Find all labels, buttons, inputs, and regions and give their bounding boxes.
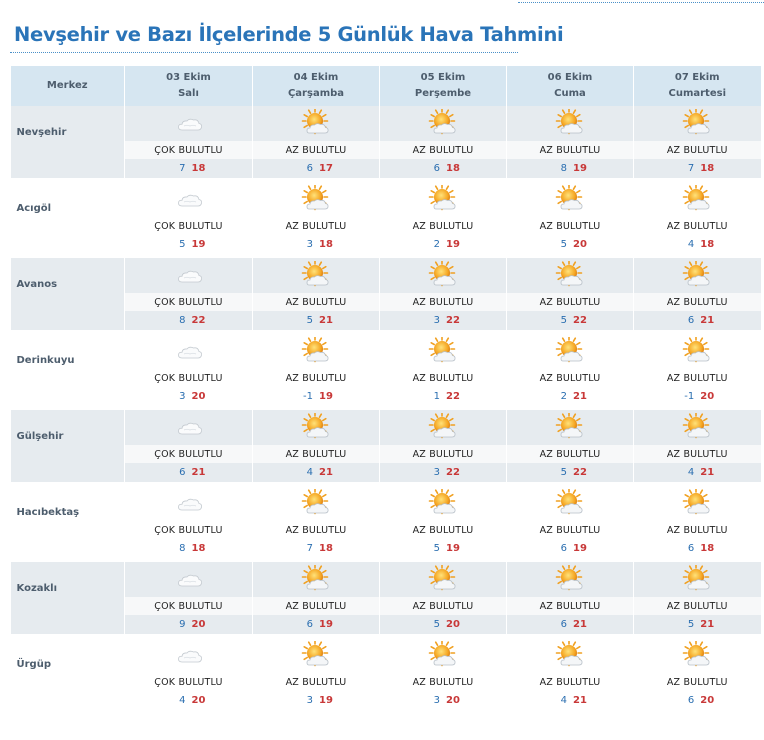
max-temperature: 20 <box>446 695 460 706</box>
partly-cloudy-icon <box>428 569 458 588</box>
min-temperature: 5 <box>433 619 440 630</box>
table-row <box>11 691 761 710</box>
weather-icon-cell <box>125 410 253 445</box>
partly-cloudy-icon <box>301 341 331 360</box>
max-temperature: 18 <box>700 163 715 174</box>
partly-cloudy-icon <box>301 265 331 284</box>
weather-status: AZ BULUTLU <box>634 293 761 311</box>
max-temperature: 19 <box>573 543 587 554</box>
partly-cloudy-icon <box>682 265 712 284</box>
weather-icon-cell <box>380 106 507 141</box>
header-weekday: Perşembe <box>414 88 472 99</box>
max-temperature: 21 <box>573 695 587 706</box>
weather-status: ÇOK BULUTLU <box>125 597 253 615</box>
max-temperature: 19 <box>319 391 333 402</box>
city-name: Ürgüp <box>16 659 51 670</box>
temperature-cell <box>125 387 253 406</box>
min-temperature: 4 <box>560 695 567 706</box>
weather-icon-cell <box>380 486 507 521</box>
max-temperature: 21 <box>573 619 587 630</box>
max-temperature: 22 <box>573 467 587 478</box>
temperature-cell <box>253 691 380 710</box>
city-spacer <box>11 539 125 558</box>
max-temperature: 22 <box>573 315 587 326</box>
max-temperature: 18 <box>700 239 715 250</box>
max-temperature: 20 <box>700 391 715 402</box>
partly-cloudy-icon <box>555 645 585 664</box>
header-date: 06 Ekim <box>547 72 593 83</box>
weather-status: AZ BULUTLU <box>634 597 761 615</box>
weather-status: AZ BULUTLU <box>253 141 380 159</box>
weather-status: AZ BULUTLU <box>507 521 634 539</box>
partly-cloudy-icon <box>301 569 331 588</box>
weather-icon-cell <box>380 638 507 673</box>
temperature-cell <box>634 235 761 254</box>
min-temperature: 6 <box>560 619 567 630</box>
temperature-cell <box>125 311 253 330</box>
weather-icon-cell <box>125 106 253 141</box>
temperature-cell <box>380 387 507 406</box>
cloud-icon <box>174 189 204 208</box>
temperature-cell <box>507 311 634 330</box>
temperature-cell <box>380 539 507 558</box>
max-temperature: 19 <box>446 543 460 554</box>
header-day-2 <box>253 66 380 106</box>
min-temperature: 8 <box>179 315 186 326</box>
weather-status: AZ BULUTLU <box>507 445 634 463</box>
cloud-icon <box>174 113 204 132</box>
city-name: Avanos <box>11 258 125 311</box>
table-row <box>11 615 761 634</box>
temperature-cell <box>253 539 380 558</box>
weather-icon-cell <box>507 258 634 293</box>
table-row <box>11 235 761 254</box>
partly-cloudy-icon <box>301 493 331 512</box>
city-spacer <box>11 615 125 634</box>
weather-status: AZ BULUTLU <box>253 673 380 691</box>
weather-icon-cell <box>507 106 634 141</box>
min-temperature: 5 <box>687 619 695 630</box>
header-day-3 <box>380 66 507 106</box>
weather-icon-cell <box>634 410 761 445</box>
weather-icon-cell <box>125 182 253 217</box>
cloud-icon <box>174 341 204 360</box>
min-temperature: 3 <box>179 391 186 402</box>
table-row <box>11 463 761 482</box>
max-temperature: 18 <box>700 543 715 554</box>
min-temperature: 6 <box>687 543 695 554</box>
table-row <box>11 159 761 178</box>
weather-status: ÇOK BULUTLU <box>125 293 253 311</box>
weather-icon-cell <box>634 106 761 141</box>
temperature-cell <box>125 539 253 558</box>
partly-cloudy-icon <box>555 265 585 284</box>
min-temperature: 3 <box>306 239 313 250</box>
city-spacer <box>11 311 125 330</box>
max-temperature: 18 <box>446 163 460 174</box>
title-underline <box>10 52 518 53</box>
weather-status: AZ BULUTLU <box>507 141 634 159</box>
weather-icon-cell <box>125 638 253 673</box>
weather-icon-cell <box>380 334 507 369</box>
max-temperature: 19 <box>191 239 206 250</box>
min-temperature: 9 <box>179 619 186 630</box>
temperature-cell <box>507 463 634 482</box>
table-row <box>11 258 761 293</box>
cloud-icon <box>174 569 204 588</box>
min-temperature: 6 <box>687 695 695 706</box>
weather-status: AZ BULUTLU <box>380 597 507 615</box>
max-temperature: 20 <box>700 695 715 706</box>
min-temperature: 4 <box>687 239 695 250</box>
max-temperature: 20 <box>191 619 206 630</box>
temperature-cell <box>380 311 507 330</box>
partly-cloudy-icon <box>301 189 331 208</box>
weather-icon-cell <box>634 562 761 597</box>
max-temperature: 18 <box>191 543 206 554</box>
temperature-cell <box>125 691 253 710</box>
partly-cloudy-icon <box>682 113 712 132</box>
city-spacer <box>11 159 125 178</box>
partly-cloudy-icon <box>682 189 712 208</box>
max-temperature: 21 <box>319 315 333 326</box>
weather-status: AZ BULUTLU <box>507 217 634 235</box>
header-weekday: Cuma <box>554 88 586 99</box>
min-temperature: 7 <box>306 543 313 554</box>
partly-cloudy-icon <box>555 113 585 132</box>
max-temperature: 22 <box>446 467 460 478</box>
table-row <box>11 638 761 673</box>
weather-status: AZ BULUTLU <box>380 445 507 463</box>
weather-icon-cell <box>507 334 634 369</box>
weather-icon-cell <box>253 258 380 293</box>
min-temperature: 6 <box>433 163 440 174</box>
partly-cloudy-icon <box>555 569 585 588</box>
city-name: Hacıbektaş <box>16 507 80 518</box>
weather-icon-cell <box>125 486 253 521</box>
weather-status: ÇOK BULUTLU <box>125 673 253 691</box>
table-row <box>11 387 761 406</box>
partly-cloudy-icon <box>428 341 458 360</box>
min-temperature: 5 <box>560 239 567 250</box>
max-temperature: 17 <box>319 163 333 174</box>
temperature-cell <box>125 615 253 634</box>
partly-cloudy-icon <box>555 493 585 512</box>
header-day-1 <box>125 66 253 106</box>
min-temperature: 6 <box>179 467 186 478</box>
city-spacer <box>11 691 125 710</box>
temperature-cell <box>634 463 761 482</box>
temperature-cell <box>507 387 634 406</box>
table-row <box>11 486 761 521</box>
max-temperature: 21 <box>191 467 206 478</box>
max-temperature: 22 <box>446 315 460 326</box>
table-row <box>11 562 761 597</box>
weather-status: ÇOK BULUTLU <box>125 445 253 463</box>
weather-status: AZ BULUTLU <box>380 673 507 691</box>
weather-status: AZ BULUTLU <box>253 293 380 311</box>
table-row <box>11 334 761 369</box>
weather-status: ÇOK BULUTLU <box>125 521 253 539</box>
weather-icon-cell <box>507 638 634 673</box>
weather-status: AZ BULUTLU <box>507 597 634 615</box>
temperature-cell <box>253 387 380 406</box>
weather-icon-cell <box>634 182 761 217</box>
city-spacer <box>11 463 125 482</box>
weather-status: ÇOK BULUTLU <box>125 369 253 387</box>
weather-status: AZ BULUTLU <box>634 445 761 463</box>
weather-icon-cell <box>507 486 634 521</box>
min-temperature: 2 <box>433 239 440 250</box>
city-name: Derinkuyu <box>16 355 75 366</box>
page-title: Nevşehir ve Bazı İlçelerinde 5 Günlük Hava Tahmini <box>14 23 564 46</box>
separator-cell <box>11 710 761 714</box>
weather-icon-cell <box>253 486 380 521</box>
max-temperature: 18 <box>319 239 333 250</box>
temperature-cell <box>507 235 634 254</box>
city-name: Nevşehir <box>11 106 125 159</box>
temperature-cell <box>125 159 253 178</box>
forecast-table <box>10 66 761 714</box>
weather-icon-cell <box>253 562 380 597</box>
weather-status: AZ BULUTLU <box>380 369 507 387</box>
max-temperature: 20 <box>573 239 587 250</box>
temperature-cell <box>380 691 507 710</box>
weather-status: ÇOK BULUTLU <box>125 141 253 159</box>
temperature-cell <box>380 159 507 178</box>
weather-status: AZ BULUTLU <box>507 293 634 311</box>
partly-cloudy-icon <box>428 645 458 664</box>
partly-cloudy-icon <box>555 341 585 360</box>
max-temperature: 21 <box>573 391 587 402</box>
min-temperature: 8 <box>179 543 186 554</box>
cloud-icon <box>174 417 204 436</box>
max-temperature: 18 <box>319 543 333 554</box>
min-temperature: 5 <box>560 467 567 478</box>
partly-cloudy-icon <box>428 113 458 132</box>
partly-cloudy-icon <box>555 417 585 436</box>
partly-cloudy-icon <box>301 113 331 132</box>
min-temperature: -1 <box>684 391 695 402</box>
header-day-5 <box>634 66 761 106</box>
min-temperature: 2 <box>560 391 567 402</box>
weather-status: AZ BULUTLU <box>507 369 634 387</box>
max-temperature: 21 <box>700 315 715 326</box>
weather-icon-cell <box>380 562 507 597</box>
table-row <box>11 182 761 217</box>
min-temperature: 3 <box>433 315 440 326</box>
weather-icon-cell <box>253 106 380 141</box>
temperature-cell <box>634 691 761 710</box>
temperature-cell <box>634 311 761 330</box>
header-date: 04 Ekim <box>293 72 339 83</box>
partly-cloudy-icon <box>682 341 712 360</box>
cloud-icon <box>174 265 204 284</box>
top-divider <box>518 2 764 3</box>
city-name: Acıgöl <box>16 203 52 214</box>
weather-status: AZ BULUTLU <box>634 521 761 539</box>
min-temperature: 6 <box>560 543 567 554</box>
table-row <box>11 106 761 141</box>
temperature-cell <box>253 615 380 634</box>
weather-status: AZ BULUTLU <box>634 369 761 387</box>
min-temperature: 8 <box>560 163 567 174</box>
weather-status: AZ BULUTLU <box>253 369 380 387</box>
weather-icon-cell <box>634 258 761 293</box>
partly-cloudy-icon <box>301 645 331 664</box>
table-row <box>11 410 761 445</box>
weather-status: AZ BULUTLU <box>253 597 380 615</box>
header-date: 07 Ekim <box>674 72 720 83</box>
weather-icon-cell <box>507 182 634 217</box>
max-temperature: 20 <box>191 391 206 402</box>
header-weekday: Çarşamba <box>287 88 345 99</box>
min-temperature: 4 <box>306 467 313 478</box>
partly-cloudy-icon <box>682 645 712 664</box>
weather-icon-cell <box>125 334 253 369</box>
weather-status: AZ BULUTLU <box>507 673 634 691</box>
max-temperature: 21 <box>700 467 715 478</box>
temperature-cell <box>507 539 634 558</box>
temperature-cell <box>634 615 761 634</box>
city-spacer <box>11 235 125 254</box>
temperature-cell <box>125 235 253 254</box>
weather-status: AZ BULUTLU <box>380 217 507 235</box>
city-name: Kozaklı <box>11 562 125 615</box>
min-temperature: 6 <box>687 315 695 326</box>
partly-cloudy-icon <box>555 189 585 208</box>
temperature-cell <box>253 463 380 482</box>
min-temperature: 6 <box>306 619 313 630</box>
max-temperature: 19 <box>446 239 460 250</box>
city-name: Gülşehir <box>11 410 125 463</box>
temperature-cell <box>507 615 634 634</box>
header-date: 05 Ekim <box>420 72 466 83</box>
cloud-icon <box>174 493 204 512</box>
min-temperature: 7 <box>687 163 695 174</box>
weather-icon-cell <box>253 638 380 673</box>
row-separator <box>11 710 761 714</box>
temperature-cell <box>507 691 634 710</box>
weather-icon-cell <box>125 562 253 597</box>
weather-icon-cell <box>253 182 380 217</box>
min-temperature: 3 <box>306 695 313 706</box>
weather-status: AZ BULUTLU <box>380 521 507 539</box>
temperature-cell <box>634 159 761 178</box>
weather-status: AZ BULUTLU <box>253 521 380 539</box>
cloud-icon <box>174 645 204 664</box>
temperature-cell <box>634 387 761 406</box>
max-temperature: 19 <box>319 695 333 706</box>
weather-icon-cell <box>380 410 507 445</box>
temperature-cell <box>253 159 380 178</box>
weather-status: AZ BULUTLU <box>253 217 380 235</box>
header-day-4 <box>507 66 634 106</box>
max-temperature: 19 <box>319 619 333 630</box>
temperature-cell <box>380 235 507 254</box>
forecast-body <box>11 106 761 714</box>
min-temperature: 5 <box>433 543 440 554</box>
city-spacer <box>11 387 125 406</box>
weather-status: AZ BULUTLU <box>634 141 761 159</box>
weather-icon-cell <box>380 182 507 217</box>
weather-icon-cell <box>380 258 507 293</box>
header-weekday: Cumartesi <box>668 88 726 99</box>
partly-cloudy-icon <box>682 417 712 436</box>
partly-cloudy-icon <box>428 265 458 284</box>
max-temperature: 21 <box>319 467 333 478</box>
min-temperature: 3 <box>433 467 440 478</box>
partly-cloudy-icon <box>428 417 458 436</box>
min-temperature: 4 <box>687 467 695 478</box>
weather-status: AZ BULUTLU <box>634 217 761 235</box>
header-center-label: Merkez <box>11 66 125 106</box>
min-temperature: 5 <box>306 315 313 326</box>
header-date: 03 Ekim <box>166 72 211 83</box>
table-row <box>11 539 761 558</box>
weather-icon-cell <box>634 638 761 673</box>
max-temperature: 20 <box>446 619 460 630</box>
min-temperature: 5 <box>560 315 567 326</box>
temperature-cell <box>507 159 634 178</box>
min-temperature: -1 <box>303 391 313 402</box>
weather-icon-cell <box>634 334 761 369</box>
weather-icon-cell <box>507 410 634 445</box>
max-temperature: 22 <box>446 391 460 402</box>
min-temperature: 3 <box>433 695 440 706</box>
min-temperature: 6 <box>306 163 313 174</box>
weather-icon-cell <box>507 562 634 597</box>
min-temperature: 1 <box>433 391 440 402</box>
temperature-cell <box>634 539 761 558</box>
partly-cloudy-icon <box>301 417 331 436</box>
table-header-row <box>11 66 761 106</box>
min-temperature: 5 <box>179 239 186 250</box>
partly-cloudy-icon <box>682 493 712 512</box>
max-temperature: 18 <box>191 163 206 174</box>
temperature-cell <box>380 615 507 634</box>
weather-icon-cell <box>253 410 380 445</box>
weather-status: ÇOK BULUTLU <box>125 217 253 235</box>
min-temperature: 7 <box>179 163 186 174</box>
weather-status: AZ BULUTLU <box>634 673 761 691</box>
max-temperature: 19 <box>573 163 587 174</box>
weather-icon-cell <box>634 486 761 521</box>
weather-status: AZ BULUTLU <box>380 293 507 311</box>
temperature-cell <box>380 463 507 482</box>
temperature-cell <box>253 311 380 330</box>
weather-status: AZ BULUTLU <box>380 141 507 159</box>
weather-icon-cell <box>125 258 253 293</box>
table-row <box>11 311 761 330</box>
partly-cloudy-icon <box>682 569 712 588</box>
temperature-cell <box>125 463 253 482</box>
min-temperature: 4 <box>179 695 186 706</box>
weather-icon-cell <box>253 334 380 369</box>
partly-cloudy-icon <box>428 493 458 512</box>
max-temperature: 21 <box>700 619 715 630</box>
max-temperature: 22 <box>191 315 206 326</box>
max-temperature: 20 <box>191 695 206 706</box>
temperature-cell <box>253 235 380 254</box>
weather-status: AZ BULUTLU <box>253 445 380 463</box>
header-weekday: Salı <box>178 88 199 99</box>
partly-cloudy-icon <box>428 189 458 208</box>
